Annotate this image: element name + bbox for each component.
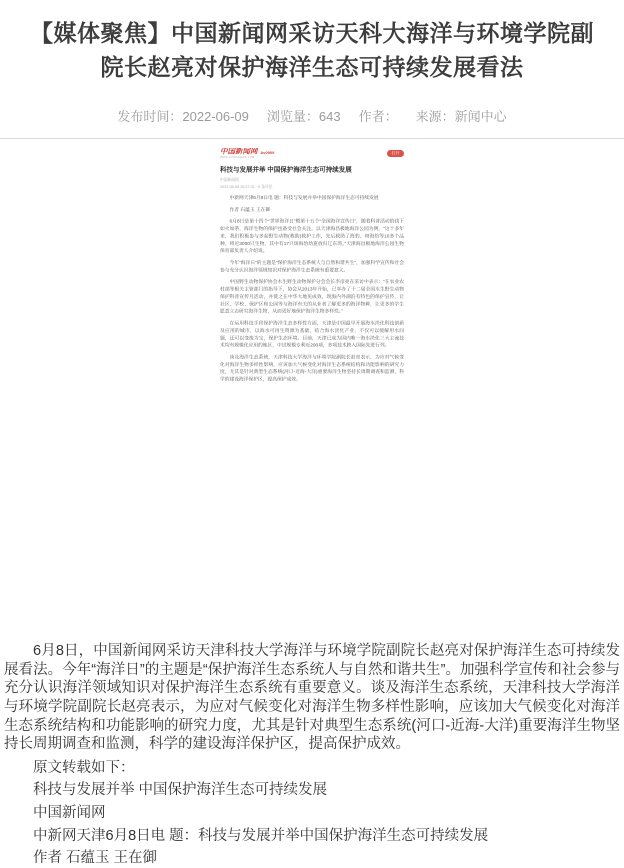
article-page: [0, 16, 624, 868]
meta-bar: [0, 106, 624, 125]
chinanews-paragraph: 谈及海洋生态系统，天津科技大学海洋与环境学院副院长赵亮表示，为应对气候变化对海洋生物多样性影响，应该加大气候变化对海洋生态系统结构和功能影响的研究力度，尤其是针对典型生态系统(河口-近海-大洋)重要海洋生物坚持长周期调查和监测，科学的建设海洋保护区，提高保护成效。: [220, 354, 404, 383]
chinanews-header: [220, 148, 404, 159]
chinanews-paragraph: 作者 石蕴玉 王在御: [229, 206, 271, 213]
body-paragraph: 原文转载如下：: [33, 759, 135, 776]
chinanews-paragraph: 6月8日是第十四个“世界海洋日”暨第十五个“全国海洋宣传日”，随着科普活动的线下如火如荼，海洋生物的保护也备受社会关注。以天津海昌极地海洋公园为例，“这十多年来，我们积极参与多起野生动物(救助)救护工作，先后救助了海豹、斑海豹等10多个品种，将近3000只生物，其中有17只斑海豹幼崽放归辽东湾。”天津海昌极地海洋公园生物保育部负责人介绍说。: [220, 218, 404, 254]
chinanews-paragraph: 中新网天津6月8日电 题：科技与发展并举中国保护海洋生态可持续发展: [229, 195, 379, 201]
body-paragraph: 中新网天津6月8日电 题：科技与发展并举中国保护海洋生态可持续发展: [33, 827, 489, 844]
chinanews-paragraph: 今年“海洋日”的主题是“保护海洋生态系统人与自然和谐共生”，加强科学宣传和社会参与充分认识海洋领域知识对保护海洋生态系统有重要意义。: [220, 260, 404, 273]
chinanews-logo-text: 中国新闻网: [220, 148, 258, 156]
screenshot-frame: [220, 148, 404, 628]
chinanews-logo: [220, 148, 258, 159]
body-paragraph: 作者 石蕴玉 王在御: [33, 850, 158, 867]
chinanews-article: [220, 148, 404, 383]
view-count: 浏览量：643: [266, 109, 341, 124]
chinanews-logo-subtext: WWW.CHINANEWS.COM: [220, 156, 255, 159]
chinanews-paragraph: 在运用科技手段保护海洋生态多样性方面，天津是中国最早开展海水淡化科技创新及应用的城市，以海水可再生资源为基础，结合海水淡化产业，不仅可以缓解用水问题，还可以变废为宝，保护生态环境。目前，天津已成为国内唯一海水淡化三大主流技术均有规模化应用的地区，中试规模专利近200项，多项技术跨入国际先进行列。: [220, 320, 404, 349]
publish-date: 发布时间：2022-06-09: [117, 109, 249, 124]
source-label: 来源：新闻中心: [415, 109, 507, 124]
chinanews-paragraph: 中国野生动物保护协会水生野生动物保护分会会长李彦亮在采访中表示：“在农业农村部等相关主管部门的指导下，协会从2013年开始，已举办了十二届全国水生野生动物保护科普宣传月活动，并使之在中华大地见成效，现海内外湖泊有特色的保护宣传，让社区、学校、保护区和公园等与海洋有关的从业者了解更多的海洋物种，让更多的学生愿意立志研究海洋生物，从而更好地保护海洋生物多样性。”: [220, 279, 404, 315]
body-paragraph: 科技与发展并举 中国保护海洋生态可持续发展: [33, 782, 328, 799]
embedded-news-screenshot[interactable]: [0, 139, 624, 636]
chinanews-source: 中国新闻网: [220, 177, 239, 182]
body-paragraph: 6月8日，中国新闻网采访天津科技大学海洋与环境学院副院长赵亮对保护海洋生态可持续发展看法。今年“海洋日”的主题是“保护海洋生态系统人与自然和谐共生”。加强科学宣传和社会参与充分认识海洋领域知识对保护海洋生态系统有重要意义。谈及海洋生态系统，天津科技大学海洋与环境学院副院长赵亮表示，为应对气候变化对海洋生物多样性影响，应该加大气候变化对海洋生态系统结构和功能影响的研究力度，尤其是针对典型生态系统(河口-近海-大洋)重要海洋生物坚持长周期调查和监测，科学的建设海洋保护区，提高保护成效。: [4, 642, 620, 753]
article-body: [0, 636, 624, 868]
page-title: 【媒体聚焦】中国新闻网采访天科大海洋与环境学院副院长赵亮对保护海洋生态可持续发展看法: [30, 20, 594, 80]
body-paragraph: 中国新闻网: [33, 804, 106, 821]
chinanews-headline: 科技与发展并举 中国保护海洋生态可持续发展: [220, 165, 352, 173]
chinanews-date: 2022-06-08 20:27:31 · 0 条评论: [220, 184, 273, 189]
chinanews-logo-badge: Av0909: [260, 150, 275, 155]
open-app-button: 打开: [387, 150, 404, 157]
author-label: 作者：: [358, 109, 398, 124]
